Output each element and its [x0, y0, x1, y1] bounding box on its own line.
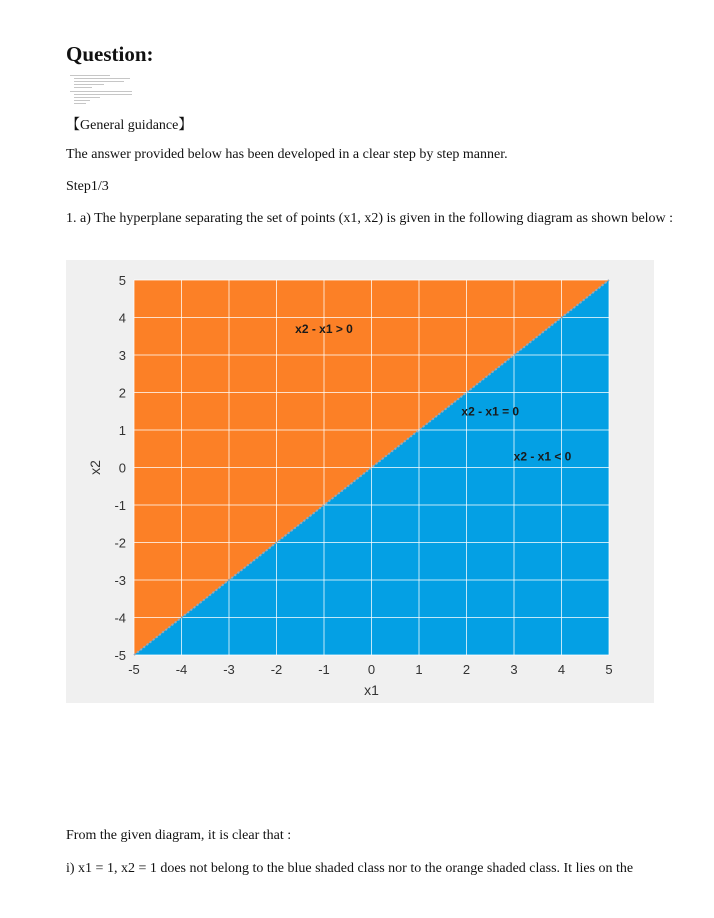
region-negative-label: x2 - x1 < 0 — [513, 449, 572, 464]
y-tick-label: -2 — [114, 535, 126, 551]
step-label: Step1/3 — [66, 179, 109, 194]
y-tick-label: 4 — [118, 310, 126, 326]
point-i-text: i) x1 = 1, x2 = 1 does not belong to the blue shaded class nor to the orange shaded class. It lies on the — [66, 861, 634, 876]
y-tick-label: 2 — [118, 385, 126, 401]
y-tick-label: -3 — [114, 573, 126, 588]
x-tick-label: -5 — [128, 662, 140, 677]
intro-text: The answer provided below has been developed in a clear step by step manner. — [66, 147, 508, 162]
y-tick-label: -4 — [114, 610, 126, 626]
region-positive-label: x2 - x1 > 0 — [295, 321, 353, 336]
x-tick-label: 1 — [415, 662, 423, 677]
y-tick-label: 3 — [118, 348, 126, 363]
point-1a-text: 1. a) The hyperplane separating the set of points (x1, x2) is given in the following diagram as shown below : — [66, 211, 674, 226]
y-tick-label: 5 — [118, 273, 126, 288]
x-tick-label: -2 — [270, 662, 283, 677]
x-tick-label: -1 — [318, 662, 330, 677]
x-tick-label: 2 — [462, 662, 471, 677]
y-tick-label: -1 — [114, 498, 126, 513]
hyperplane-chart — [66, 260, 654, 703]
from-diagram-text: From the given diagram, it is clear that : — [66, 828, 292, 843]
x-tick-label: -4 — [175, 662, 188, 677]
x-tick-label: -3 — [223, 662, 235, 677]
question-heading: Question: — [66, 42, 154, 66]
x-tick-label: 5 — [605, 662, 613, 677]
question-image-thumbnail — [68, 74, 134, 108]
y-tick-label: 1 — [118, 423, 126, 438]
hyperplane-figure — [66, 260, 654, 703]
x-tick-label: 4 — [557, 662, 566, 677]
x-tick-label: 3 — [510, 662, 518, 677]
y-tick-label: 0 — [118, 460, 126, 476]
x-axis-label: x1 — [364, 682, 379, 698]
y-axis-label: x2 — [87, 460, 103, 475]
boundary-label: x2 - x1 = 0 — [461, 404, 520, 419]
general-guidance-label: 【General guidance】 — [66, 118, 193, 133]
x-tick-label: 0 — [367, 662, 376, 677]
y-tick-label: -5 — [114, 648, 126, 663]
